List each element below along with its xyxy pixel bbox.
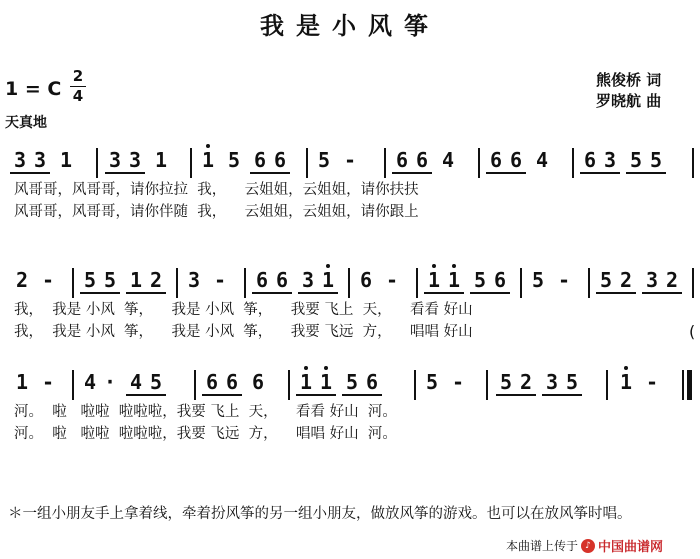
- meter-bottom: 4: [72, 87, 84, 105]
- notes-row-3: [0, 370, 700, 406]
- footer-source: [506, 536, 663, 555]
- lyrics-verse-2: 我， 我是 小风 筝， 我是 小风 筝， 我要 飞远 方， 唱唱 好山: [14, 324, 473, 340]
- lyricist-credit: 熊俊桥 词: [596, 71, 662, 89]
- measure: 6 3 5 5: [580, 148, 666, 176]
- song-title: 我是小风筝: [260, 12, 440, 40]
- time-signature: [70, 68, 86, 105]
- site-logo-icon: ♪: [581, 539, 595, 553]
- measure: 5 5 1 2: [80, 268, 166, 296]
- performance-style: 天真地: [5, 115, 47, 131]
- measure: 6 6 3 1: [252, 268, 338, 296]
- measure: 3 3 1: [10, 148, 76, 176]
- measure: 5 -: [425, 370, 465, 394]
- measure: 1 -: [616, 370, 662, 398]
- notes-row-2: [0, 268, 700, 304]
- measure: 5 -: [531, 268, 571, 292]
- footer-upload-text: 本曲谱上传于: [506, 539, 579, 553]
- lyrics-verse-1: 我， 我是 小风 筝， 我是 小风 筝， 我要 飞上 天， 看看 好山: [14, 302, 473, 318]
- lyrics-verse-2: 风哥哥，风哥哥，请你伴随 我， 云姐姐，云姐姐，请你跟上: [14, 204, 419, 220]
- lyrics-verse-1: 河。 啦 啦啦 啦啦啦，我要 飞上 天， 看看 好山 河。: [14, 404, 397, 420]
- credits: [596, 70, 661, 112]
- performance-note: ＊一组小朋友手上拿着线，牵着扮风筝的另一组小朋友，做放风筝的游戏。也可以在放风筝时唱。: [8, 506, 632, 522]
- measure: 1 -: [15, 370, 55, 394]
- key-signature: 1 = C: [5, 78, 62, 100]
- measure: 5 2 3 5: [496, 370, 582, 398]
- measure: 6 6 6: [202, 370, 268, 398]
- meter-top: 2: [72, 67, 84, 85]
- lyrics-verse-2: 河。 啦 啦啦 啦啦啦，我要 飞远 方， 唱唱 好山 河。: [14, 426, 397, 442]
- footer-brand[interactable]: 中国曲谱网: [598, 540, 664, 555]
- measure: 6 6 4: [392, 148, 458, 176]
- measure: 6 6 4: [486, 148, 552, 176]
- measure: 1 1 5 6: [296, 370, 382, 398]
- measure: 6 -: [359, 268, 399, 292]
- measure: 2 -: [15, 268, 55, 292]
- measure: 5 2 3 2: [596, 268, 682, 296]
- measure: 1 5 6 6: [198, 148, 290, 176]
- notes-row-1: [0, 148, 700, 184]
- measure: 5 -: [317, 148, 357, 172]
- measure: 3 -: [187, 268, 227, 292]
- measure: 1 1 5 6: [424, 268, 510, 296]
- bracket-mark: (: [689, 322, 696, 341]
- measure: 3 3 1: [105, 148, 171, 176]
- composer-credit: 罗晓航 曲: [596, 92, 662, 110]
- lyrics-verse-1: 风哥哥，风哥哥，请你拉拉 我， 云姐姐，云姐姐，请你扶扶: [14, 182, 419, 198]
- measure: 4 · 4 5: [80, 370, 166, 398]
